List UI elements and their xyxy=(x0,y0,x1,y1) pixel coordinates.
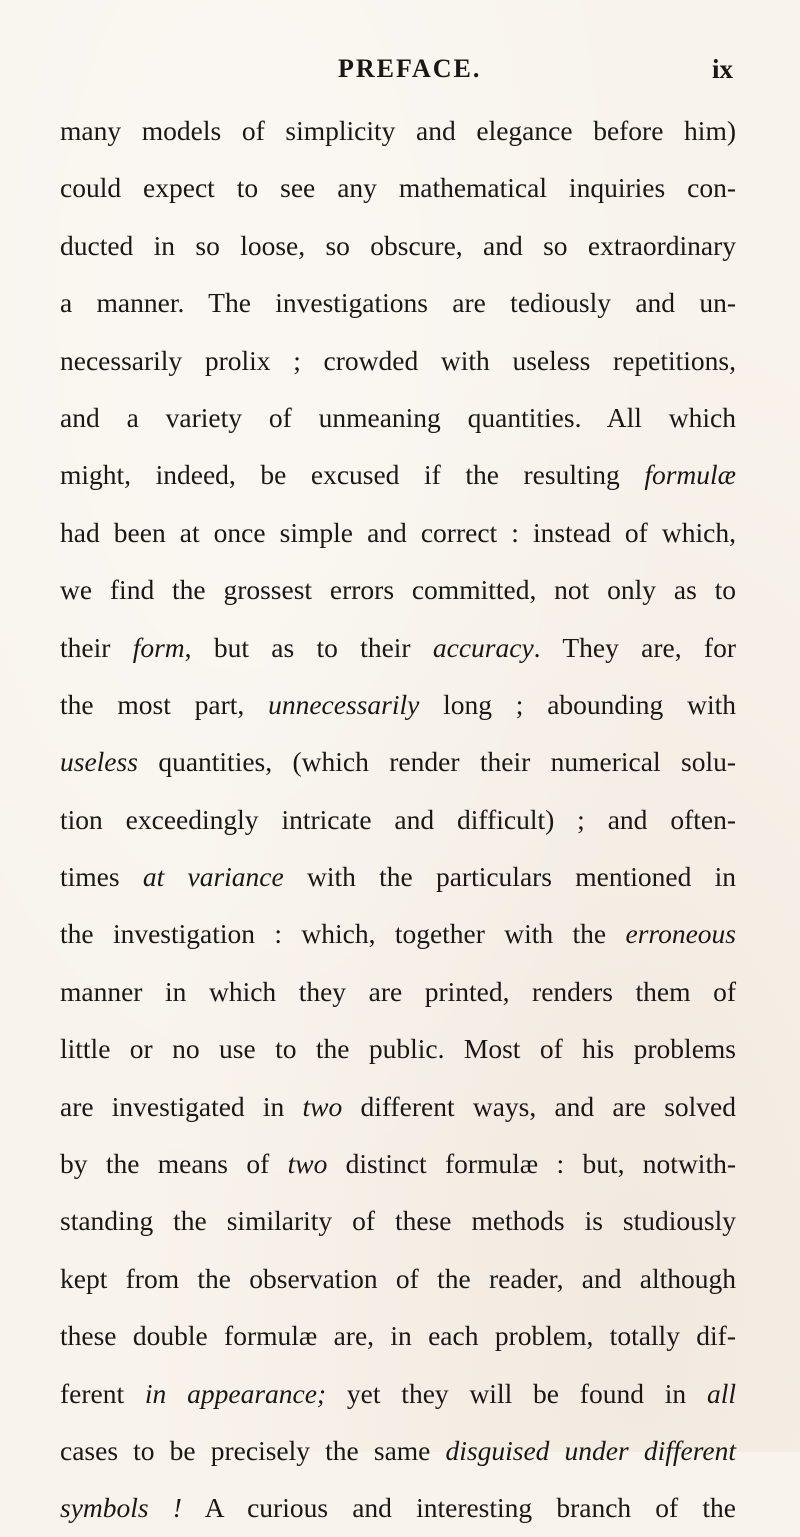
italic-phrase: erroneous xyxy=(625,918,736,950)
italic-phrase: disguised under different xyxy=(445,1434,736,1466)
text-line: and a variety of unmeaning quantities. All which xyxy=(60,401,736,433)
body-text xyxy=(60,102,736,1537)
text-line: these double formulæ are, in each problem, totally dif- xyxy=(60,1320,736,1352)
text-line: could expect to see any mathematical inquiries con- xyxy=(60,172,736,204)
italic-phrase: two xyxy=(287,1148,328,1180)
text-line: ferent in appearance; yet they will be found in all xyxy=(60,1377,736,1409)
text-line: might, indeed, be excused if the resulting formulæ xyxy=(60,459,736,491)
text-line: useless quantities, (which render their numerical solu- xyxy=(60,746,736,778)
text-line: ducted in so loose, so obscure, and so extraordinary xyxy=(60,229,736,261)
text-line: many models of simplicity and elegance before him) xyxy=(60,115,736,146)
page-number: ix xyxy=(712,54,734,84)
text-line: necessarily prolix ; crowded with useless repetitions, xyxy=(60,344,736,376)
running-title: PREFACE. xyxy=(338,54,482,83)
text-line: little or no use to the public. Most of his problems xyxy=(60,1033,736,1065)
running-head xyxy=(0,54,800,94)
italic-phrase: at variance xyxy=(142,861,284,893)
text-line: we find the grossest errors committed, not only as to xyxy=(60,574,736,606)
text-line: kept from the observation of the reader, and although xyxy=(60,1262,736,1294)
text-line: standing the similarity of these methods is studiously xyxy=(60,1205,736,1237)
text-line: their form, but as to their accuracy. They are, for xyxy=(60,631,736,663)
italic-phrase: symbols ! xyxy=(60,1492,182,1524)
italic-phrase: two xyxy=(302,1090,343,1122)
italic-phrase: formulæ xyxy=(644,459,736,491)
text-line: a manner. The investigations are tediously and un- xyxy=(60,287,736,319)
italic-phrase: all xyxy=(706,1377,736,1409)
italic-phrase: unnecessarily xyxy=(268,688,420,720)
text-line: the investigation : which, together with the erroneous xyxy=(60,918,736,950)
text-line: are investigated in two different ways, and are solved xyxy=(60,1090,736,1122)
italic-phrase: in appearance; xyxy=(144,1377,327,1409)
text-line: tion exceedingly intricate and difficult) ; and often- xyxy=(60,803,736,835)
italic-phrase: accuracy xyxy=(432,631,534,663)
text-line: by the means of two distinct formulæ : but, notwith- xyxy=(60,1148,736,1180)
text-line: times at variance with the particulars mentioned in xyxy=(60,861,736,893)
text-line: the most part, unnecessarily long ; abounding with xyxy=(60,688,736,720)
text-line: symbols ! A curious and interesting branch of the xyxy=(60,1492,736,1524)
italic-phrase: useless xyxy=(60,746,138,778)
text-line: manner in which they are printed, renders them of xyxy=(60,975,736,1007)
text-line: had been at once simple and correct : instead of which, xyxy=(60,516,736,548)
text-line: cases to be precisely the same disguised under different xyxy=(60,1434,736,1466)
italic-phrase: form xyxy=(132,631,185,663)
